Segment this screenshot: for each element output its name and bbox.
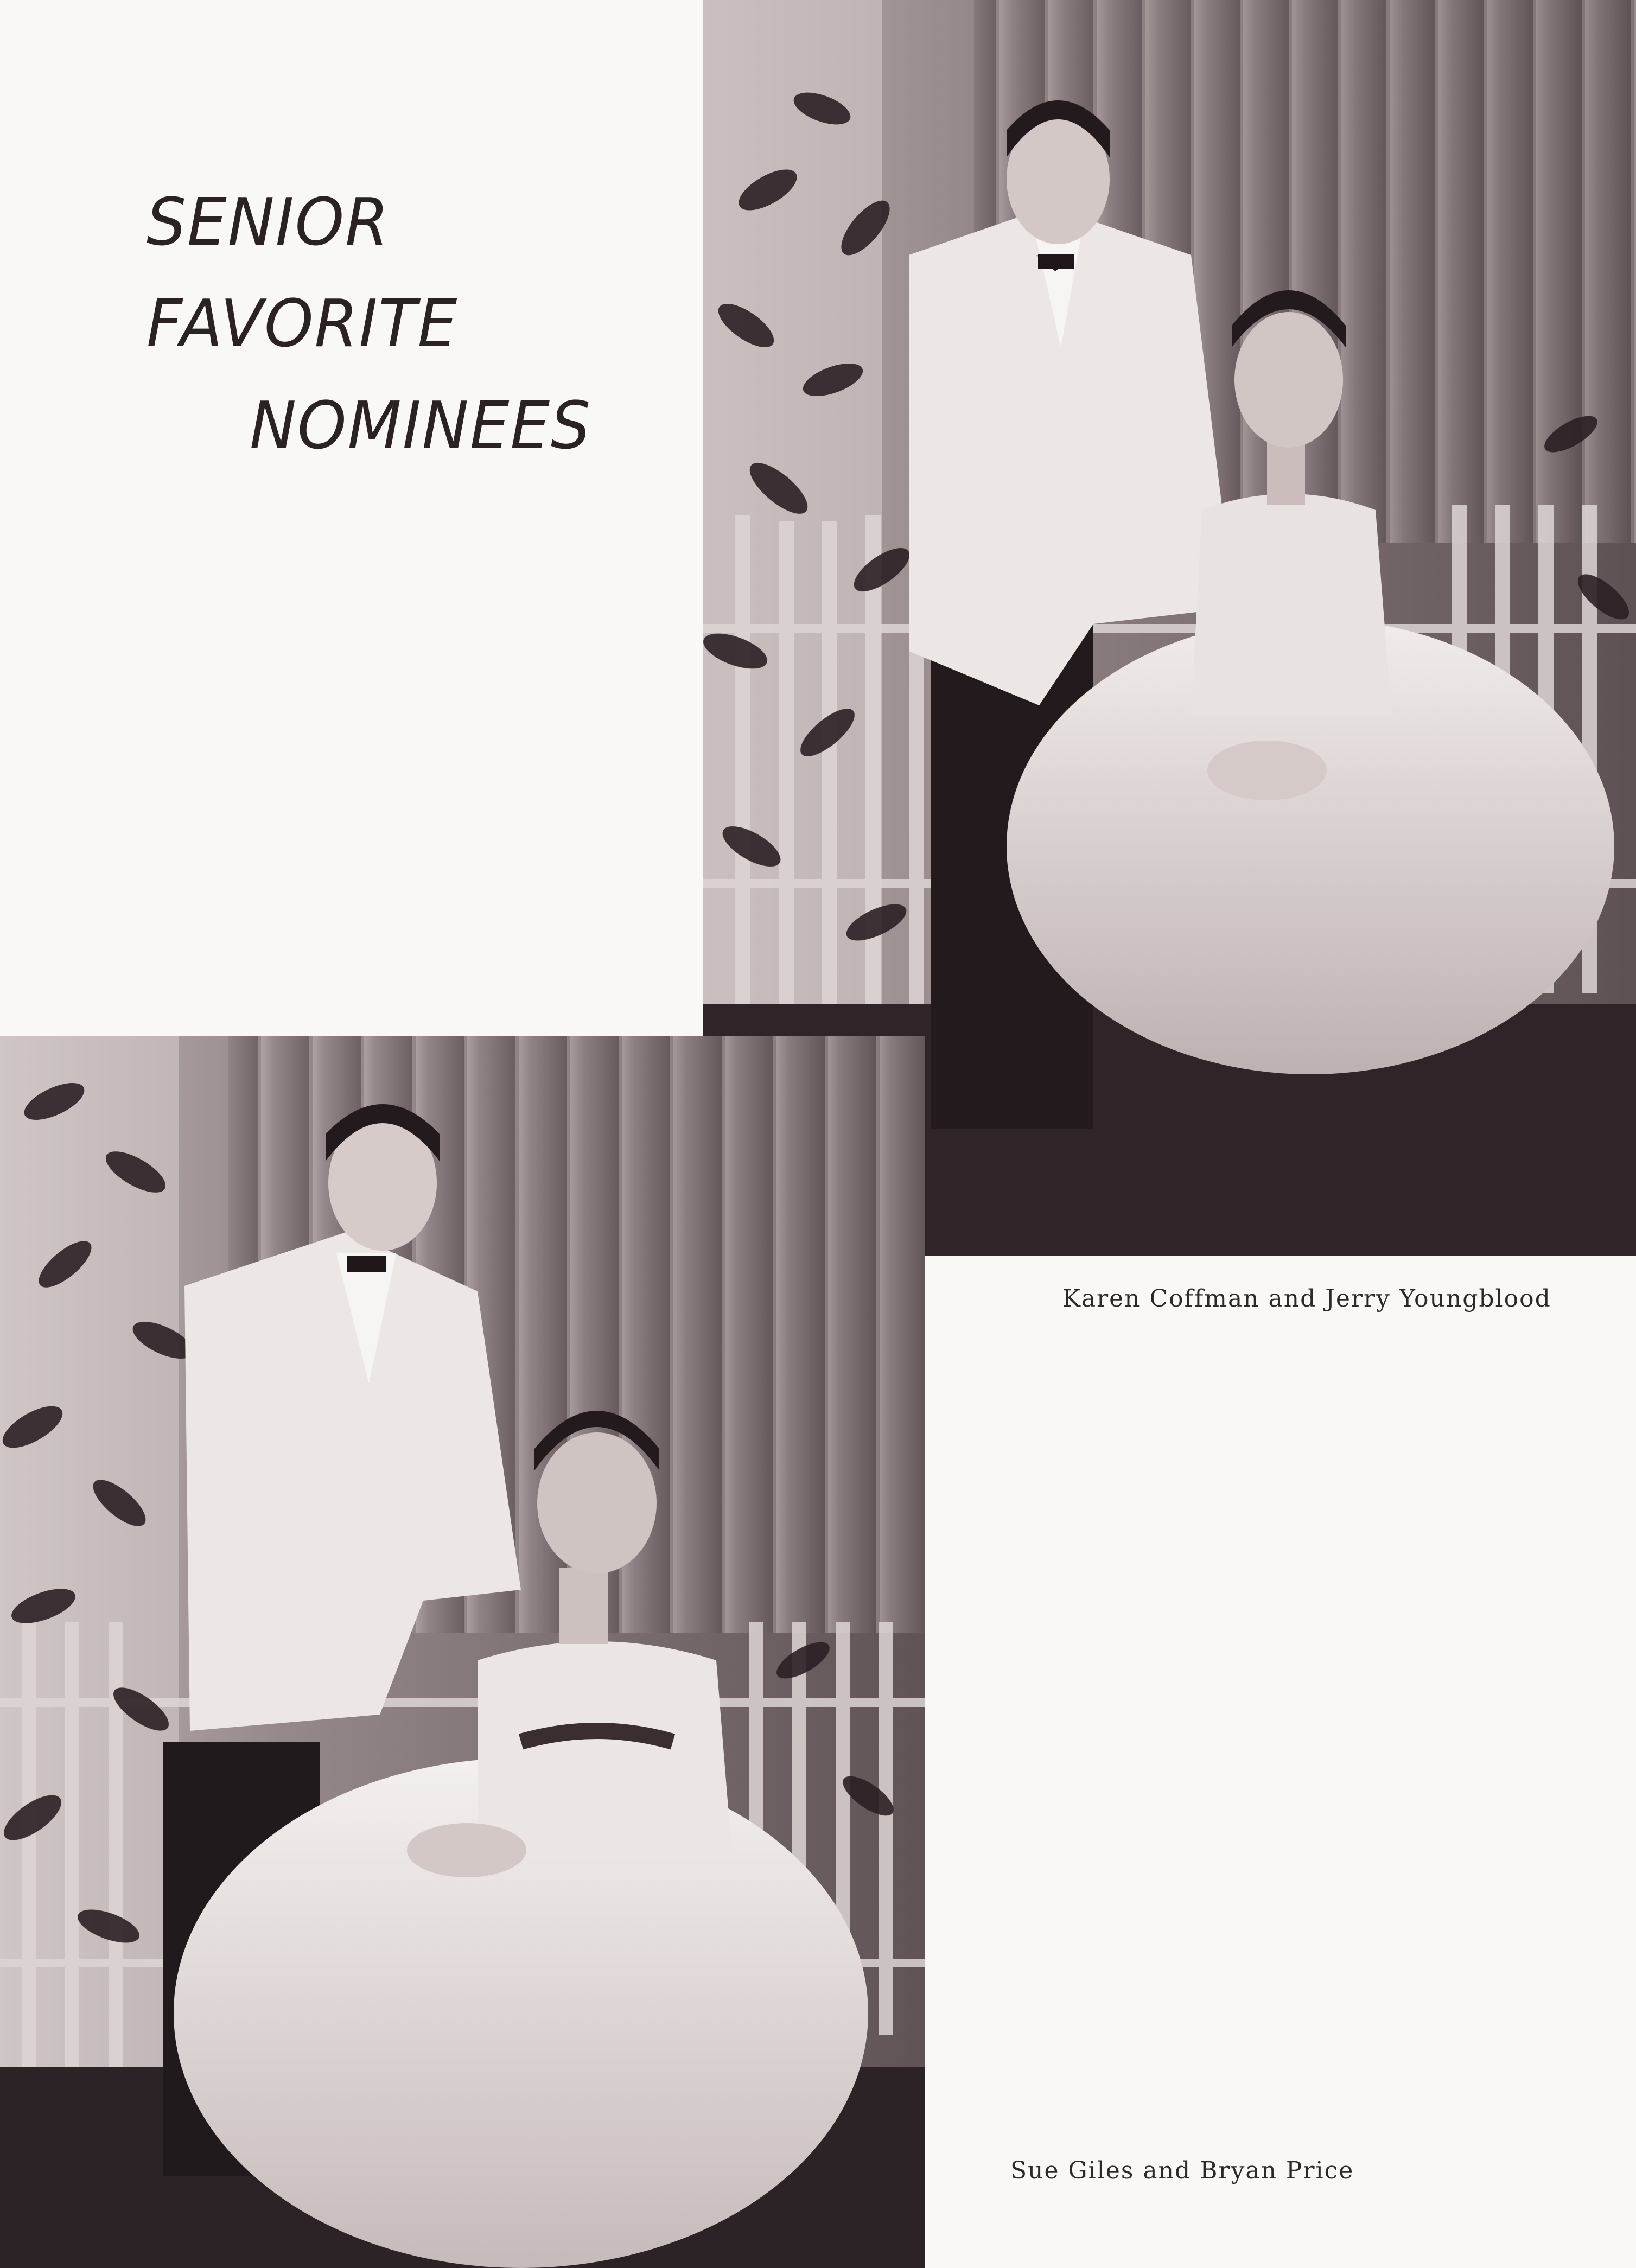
page-title-line-1: SENIOR FAVORITE xyxy=(147,184,459,362)
page-title xyxy=(147,172,635,476)
couple-photo-bottom-image xyxy=(0,1036,925,2268)
photo-caption-bottom: Sue Giles and Bryan Price xyxy=(1010,2157,1354,2184)
couple-photo-bottom xyxy=(0,1036,925,2268)
page-title-line-2: NOMINEES xyxy=(250,387,592,464)
photo-caption-top: Karen Coffman and Jerry Youngblood xyxy=(1062,1285,1551,1313)
